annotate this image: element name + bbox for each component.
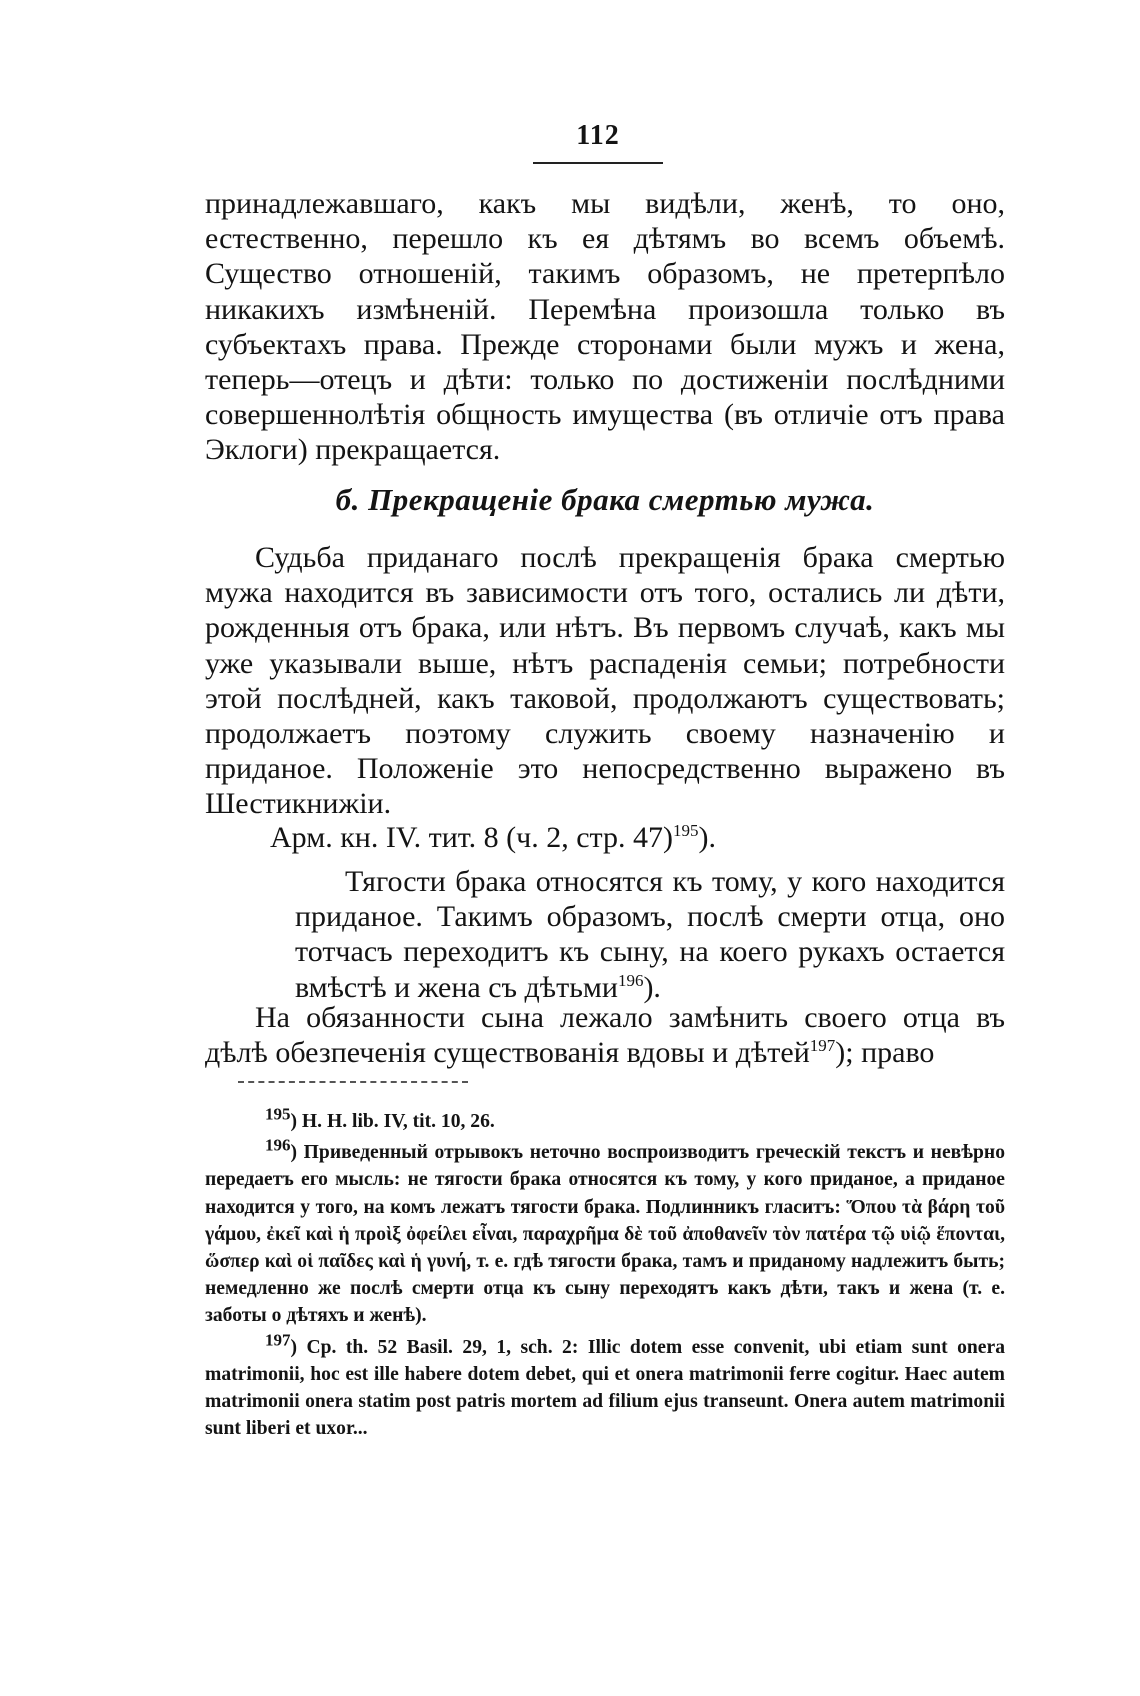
footnote-text: ) Н. Н. lib. IV, tit. 10, 26. <box>290 1111 495 1132</box>
footnote-ref-195[interactable]: 195 <box>673 821 699 840</box>
footnote-mark: 195 <box>265 1104 291 1124</box>
footnote-text: ) Cp. th. 52 Basil. 29, 1, sch. 2: Illic dotem esse convenit, ubi etiam sunt onera matrimonii, hoc est ille habere dotem debet, qui et onera matrimonii ferre cogitur. Haec autem matrimonii onera statim post patris mortem ad filium ejus transeunt. Onera autem matrimonii sunt liberi et uxor... <box>205 1336 1005 1440</box>
source-reference-text: Арм. кн. IV. тит. 8 (ч. 2, стр. 47) <box>270 821 673 854</box>
footnote-197 <box>205 1330 1005 1443</box>
quote-close: ). <box>643 970 661 1004</box>
footnote-ref-197[interactable]: 197 <box>809 1036 836 1056</box>
source-reference-close: ). <box>698 821 716 854</box>
block-quote-text <box>295 864 1005 1005</box>
quote-body: Тягости брака относятся къ тому, у кого находится приданое. Такимъ образомъ, послѣ смерти отца, оно тотчасъ переходитъ къ сыну, на коего рукахъ остается вмѣстѣ и жена съ дѣтьми <box>295 865 1005 1004</box>
page-number-rule <box>533 162 663 164</box>
footnote-mark: 196 <box>265 1135 291 1155</box>
paragraph-end <box>205 1000 1005 1070</box>
footnotes <box>205 1104 1005 1446</box>
paragraph-intro <box>205 186 1005 468</box>
source-reference <box>270 820 716 855</box>
footnote-ref-196[interactable]: 196 <box>617 970 644 990</box>
footnote-text: ) Приведенный отрывокъ неточно воспроизводитъ греческій текстъ и невѣрно передаетъ его мысль: не тягости брака относятся къ тому, у кого приданое, а приданое находится у того, на комъ лежатъ тягости брака. Подлинникъ гласитъ: Ὅπου τὰ βάρη τοῦ γάμου, ἐκεῖ καὶ ἡ προὶξ ὀφείλει εἶναι, παραχρῆμα δὲ τοῦ ἀποθανεῖν τὸν πατέρα τῷ υἱῷ ἕπονται, ὥσπερ καὶ οἱ παῖδες καὶ ἡ γυνή, т. е. гдѣ тягости брака, тамъ и приданому надлежитъ быть; немедленно же послѣ смерти отца къ сыну переходятъ какъ дѣти, такъ и жена (т. е. заботы о дѣтяхъ и женѣ). <box>205 1142 1005 1327</box>
paragraph-main <box>205 540 1005 822</box>
page-number: 112 <box>576 120 620 151</box>
section-heading: б. Прекращеніе брака смертью мужа. <box>335 482 875 517</box>
paragraph-intro-text: принадлежавшаго, какъ мы видѣли, женѣ, то оно, естественно, перешло къ ея дѣтямъ во всемъ объемѣ. Существо отношеній, такимъ образомъ, не претерпѣло никакихъ измѣненій. Перемѣна произошла только въ субъектахъ права. Прежде сторонами были мужъ и жена, теперь—отецъ и дѣти: только по достиженіи послѣдними совершеннолѣтія общность имущества (въ отличіе отъ права Эклоги) прекращается. <box>205 187 1005 467</box>
footnote-mark: 197 <box>265 1330 291 1350</box>
footnote-196 <box>205 1135 1005 1329</box>
paragraph-main-text: Судьба приданаго послѣ прекращенія брака смертью мужа находится въ зависимости отъ того, остались ли дѣти, рожденныя отъ брака, или нѣтъ. Въ первомъ случаѣ, какъ мы уже указывали выше, нѣтъ распаденія семьи; потребности этой послѣдней, какъ таковой, продолжаютъ существовать; продолжаетъ поэтому служить своему назначенію и приданое. Положеніе это непосредственно выражено въ Шестикнижіи. <box>205 541 1005 821</box>
paragraph-end-text <box>205 1000 1005 1070</box>
footnote-195 <box>205 1104 1005 1135</box>
paragraph-end-close: ); право <box>835 1036 935 1070</box>
paragraph-end-body: На обязанности сына лежало замѣнить своего отца въ дѣлѣ обезпеченія существованія вдовы и дѣтей <box>205 1001 1005 1070</box>
block-quote <box>295 864 1005 1005</box>
footnote-separator <box>238 1081 468 1083</box>
